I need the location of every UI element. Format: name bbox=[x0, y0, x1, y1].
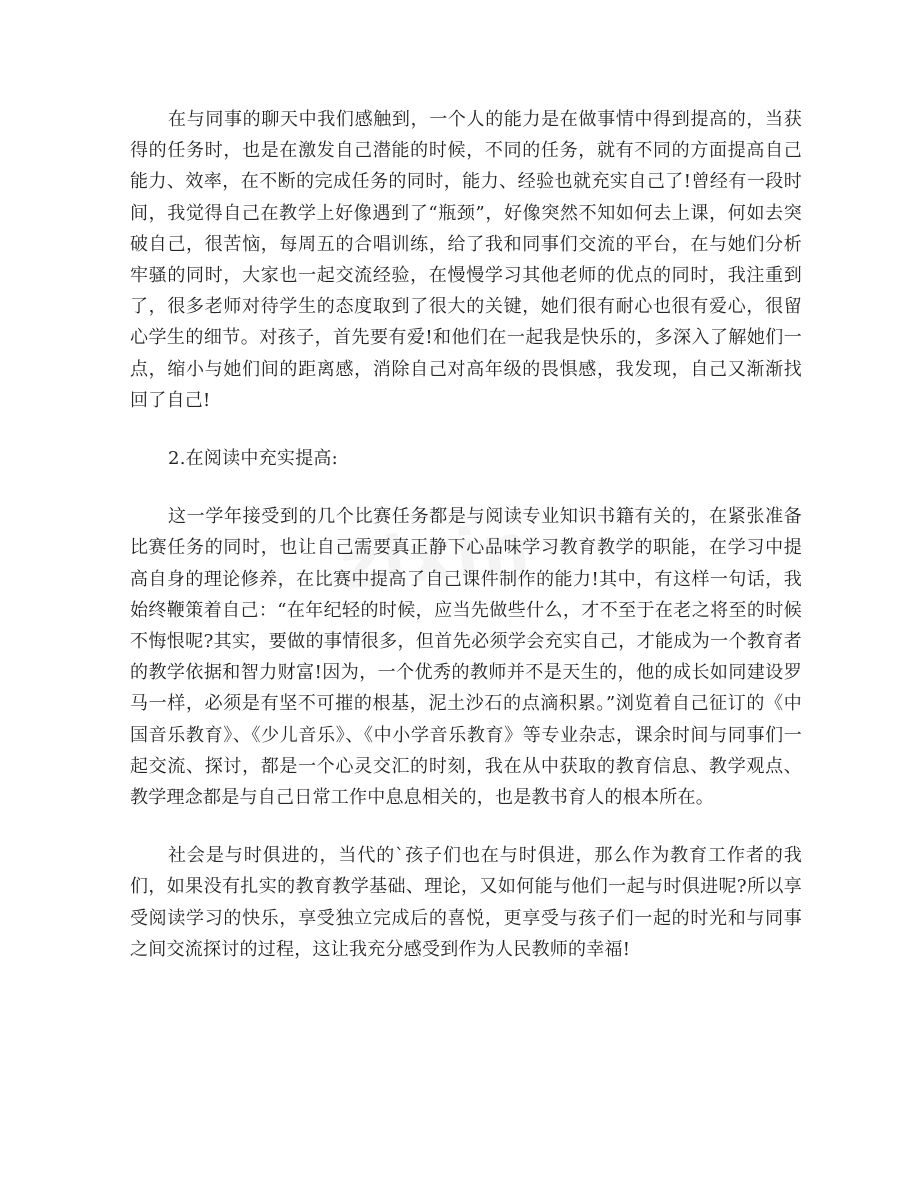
paragraph-reading-improvement: 这一学年接受到的几个比赛任务都是与阅读专业知识书籍有关的，在紧张准备比赛任务的同时，也让自己需要真正静下心品味学习教育教学的职能，在学习中提高自身的理论修养，在比赛中提高了自己课件制作的能力!其中，有这样一句话，我始终鞭策着自己：“在年纪轻的时候，应当先做些什么，才不至于在老之将至的时候不悔恨呢?其实，要做的事情很多，但首先必须学会充实自己，才能成为一个教育者的教学依据和智力财富!因为，一个优秀的教师并不是天生的，他的成长如同建设罗马一样，必须是有坚不可摧的根基，泥土沙石的点滴积累。”浏览着自己征订的《中国音乐教育》、《少儿音乐》、《中小学音乐教育》等专业杂志，课余时间与同事们一起交流、探讨，都是一个心灵交汇的时刻，我在从中获取的教育信息、教学观点、教学理念都是与自己日常工作中息息相关的，也是教书育人的根本所在。 bbox=[130, 506, 802, 809]
section-heading-reading: 2.在阅读中充实提高: bbox=[168, 448, 338, 470]
paragraph-colleague-communication: 在与同事的聊天中我们感触到，一个人的能力是在做事情中得到提高的，当获得的任务时，也是在激发自己潜能的时候，不同的任务，就有不同的方面提高自己能力、效率，在不断的完成任务的同时，能力、经验也就充实自己了!曾经有一段时间，我觉得自己在教学上好像遇到了“瓶颈”，好像突然不知如何去上课，何如去突破自己，很苦恼，每周五的合唱训练，给了我和同事们交流的平台，在与她们分析牢骚的同时，大家也一起交流经验，在慢慢学习其他老师的优点的同时，我注重到了，很多老师对待学生的态度取到了很大的关键，她们很有耐心也很有爱心，很留心学生的细节。对孩子，首先要有爱!和他们在一起我是快乐的，多深入了解她们一点，缩小与她们间的距离感，消除自己对高年级的畏惧感，我发现，自己又渐渐找回了自己! bbox=[130, 109, 802, 411]
paragraph-keeping-pace: 社会是与时俱进的，当代的`孩子们也在与时俱进，那么作为教育工作者的我们，如果没有扎实的教育教学基础、理论，又如何能与他们一起与时俱进呢?所以享受阅读学习的快乐，享受独立完成后的喜悦，更享受与孩子们一起的时光和与同事之间交流探讨的过程，这让我充分感受到作为人民教师的幸福! bbox=[130, 845, 802, 960]
document-body bbox=[130, 104, 802, 965]
watermark: zixin bbox=[336, 508, 537, 605]
